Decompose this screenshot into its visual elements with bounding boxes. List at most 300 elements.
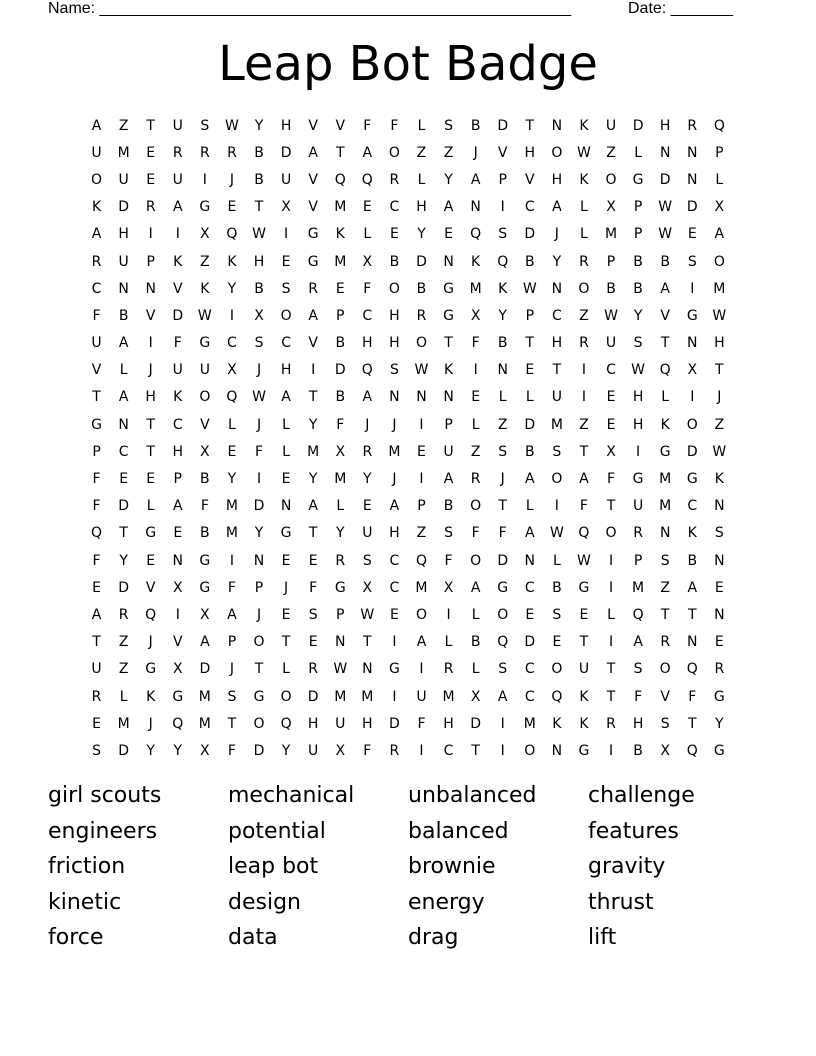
grid-letter: P (417, 498, 426, 515)
grid-letter: F (634, 688, 643, 705)
grid-letter: O (605, 171, 617, 188)
grid-letter: M (225, 498, 238, 515)
grid-letter: C (118, 443, 129, 460)
grid-letter: S (687, 253, 697, 270)
grid-letter: L (444, 634, 453, 651)
grid-letter: F (363, 742, 372, 759)
grid-letter: O (388, 280, 400, 297)
grid-letter: C (524, 199, 535, 216)
grid-letter: E (146, 552, 156, 569)
grid-letter: U (335, 715, 346, 732)
grid-letter: X (714, 199, 725, 216)
grid-letter: G (253, 688, 265, 705)
grid-letter: Y (227, 471, 237, 488)
grid-letter: P (336, 307, 345, 324)
grid-letter: H (659, 117, 671, 134)
grid-letter: N (714, 552, 725, 569)
grid-letter: B (254, 280, 264, 297)
grid-letter: T (444, 335, 453, 352)
grid-letter: E (389, 226, 399, 243)
grid-letter: A (227, 606, 237, 623)
grid-letter: Q (280, 715, 292, 732)
grid-letter: S (281, 280, 291, 297)
grid-letter: V (308, 335, 318, 352)
grid-letter: F (606, 471, 616, 488)
grid-letter: F (390, 117, 399, 134)
grid-letter: O (551, 661, 563, 678)
grid-letter: Q (470, 226, 482, 243)
grid-letter: Z (118, 661, 129, 678)
grid-letter: Y (498, 307, 507, 324)
grid-letter: O (280, 307, 292, 324)
grid-row (83, 275, 733, 302)
grid-letter: L (525, 498, 534, 515)
grid-letter: B (524, 443, 535, 460)
grid-letter: A (416, 634, 427, 651)
grid-letter: O (199, 389, 211, 406)
grid-letter: Q (334, 171, 346, 188)
word-list-item: features (588, 818, 679, 844)
grid-letter: N (687, 144, 698, 161)
grid-letter: L (119, 688, 128, 705)
grid-letter: S (254, 335, 264, 352)
grid-letter: I (284, 226, 289, 243)
grid-letter: D (253, 498, 265, 515)
grid-letter: E (308, 634, 318, 651)
grid-letter: A (172, 498, 183, 515)
grid-letter: E (525, 362, 535, 379)
grid-letter: K (335, 226, 345, 243)
grid-letter: H (551, 171, 563, 188)
grid-letter: D (686, 199, 698, 216)
grid-letter: X (606, 443, 616, 460)
grid-letter: F (417, 715, 426, 732)
grid-letter: T (525, 335, 535, 352)
grid-letter: R (714, 661, 725, 678)
grid-letter: S (498, 661, 508, 678)
grid-letter: V (525, 171, 535, 188)
grid-letter: M (361, 688, 374, 705)
grid-letter: F (309, 579, 318, 596)
grid-letter: L (417, 171, 426, 188)
grid-letter: T (687, 715, 697, 732)
grid-row (83, 710, 733, 737)
grid-letter: G (713, 742, 725, 759)
grid-letter: C (281, 335, 291, 352)
grid-letter: F (254, 443, 264, 460)
word-list-item: drag (408, 925, 459, 950)
grid-letter: Q (226, 226, 238, 243)
grid-letter: M (334, 199, 347, 216)
grid-letter: T (660, 335, 670, 352)
grid-letter: W (631, 362, 646, 379)
grid-letter: L (282, 443, 290, 460)
grid-letter: N (172, 552, 184, 569)
grid-letter: G (199, 335, 211, 352)
grid-letter: J (392, 471, 397, 488)
grid-letter: C (389, 579, 400, 596)
grid-letter: M (550, 416, 563, 433)
grid-letter: M (117, 144, 130, 161)
grid-letter: P (633, 199, 643, 216)
grid-letter: P (525, 307, 535, 324)
grid-letter: K (579, 688, 589, 705)
grid-letter: B (416, 280, 427, 297)
word-list-item: energy (408, 889, 485, 915)
grid-letter: U (605, 335, 617, 352)
grid-letter: Q (145, 606, 157, 623)
grid-letter: I (608, 552, 614, 569)
grid-letter: O (713, 253, 725, 270)
grid-letter: I (690, 389, 695, 406)
grid-letter: K (660, 416, 670, 433)
grid-letter: I (473, 362, 478, 379)
grid-row (83, 737, 733, 764)
grid-letter: U (91, 144, 102, 161)
grid-letter: F (92, 307, 101, 324)
grid-row (83, 601, 733, 628)
grid-letter: Y (146, 742, 155, 759)
grid-letter: W (522, 280, 537, 297)
grid-letter: L (471, 661, 480, 678)
grid-letter: N (551, 280, 563, 297)
grid-letter: J (256, 416, 262, 433)
grid-letter: I (419, 742, 424, 759)
grid-letter: U (118, 171, 129, 188)
grid-letter: R (118, 606, 129, 623)
grid-letter: D (389, 715, 400, 732)
grid-letter: C (362, 307, 373, 324)
name-field: Name: _____________________________________________________ (48, 0, 572, 17)
grid-letter: X (362, 579, 373, 596)
grid-letter: X (200, 742, 210, 759)
grid-letter: E (281, 606, 291, 623)
grid-letter: W (252, 226, 266, 243)
grid-letter: J (392, 416, 397, 433)
grid-letter: Z (118, 634, 129, 651)
grid-letter: Y (552, 253, 562, 270)
grid-letter: G (632, 471, 644, 488)
grid-letter: I (256, 471, 262, 488)
grid-letter: D (686, 443, 698, 460)
grid-letter: M (659, 498, 672, 515)
grid-letter: F (363, 280, 372, 297)
grid-letter: X (687, 362, 698, 379)
grid-letter: Q (226, 389, 238, 406)
grid-letter: O (253, 715, 265, 732)
grid-letter: E (525, 606, 535, 623)
grid-letter: B (633, 253, 643, 270)
grid-letter: W (225, 117, 239, 134)
grid-letter: N (497, 362, 508, 379)
grid-letter: O (659, 661, 671, 678)
grid-letter: T (119, 525, 128, 542)
grid-letter: O (253, 634, 265, 651)
grid-letter: R (579, 335, 589, 352)
grid-letter: G (578, 742, 590, 759)
grid-row (83, 574, 733, 601)
grid-letter: X (443, 579, 454, 596)
grid-row (83, 465, 733, 492)
grid-letter: O (415, 335, 427, 352)
grid-letter: F (363, 117, 372, 134)
grid-letter: R (687, 117, 698, 134)
grid-letter: V (308, 199, 318, 216)
grid-letter: V (660, 307, 670, 324)
grid-letter: M (523, 715, 536, 732)
grid-letter: N (470, 199, 481, 216)
grid-letter: G (280, 525, 292, 542)
grid-letter: T (92, 634, 101, 651)
grid-letter: F (471, 335, 480, 352)
grid-letter: U (91, 661, 102, 678)
grid-letter: V (91, 362, 102, 379)
grid-letter: E (606, 416, 616, 433)
grid-letter: N (714, 498, 725, 515)
grid-letter: U (91, 335, 102, 352)
grid-letter: H (280, 362, 292, 379)
grid-letter: B (497, 335, 508, 352)
grid-letter: K (173, 253, 183, 270)
grid-letter: G (145, 661, 157, 678)
grid-letter: X (470, 688, 481, 705)
grid-letter: E (146, 471, 156, 488)
grid-letter: Y (417, 226, 426, 243)
grid-letter: T (606, 688, 616, 705)
grid-letter: D (416, 253, 427, 270)
grid-row (83, 411, 733, 438)
grid-letter: C (524, 688, 535, 705)
grid-letter: X (470, 307, 481, 324)
grid-letter: X (660, 742, 670, 759)
grid-letter: L (363, 226, 372, 243)
grid-letter: D (118, 498, 129, 515)
grid-letter: K (579, 117, 589, 134)
grid-letter: M (713, 280, 726, 297)
grid-letter: G (578, 579, 590, 596)
grid-letter: M (198, 688, 211, 705)
grid-letter: U (551, 389, 562, 406)
grid-letter: G (172, 688, 184, 705)
grid-letter: H (524, 144, 536, 161)
grid-letter: A (714, 226, 725, 243)
word-list-item: kinetic (48, 889, 122, 915)
grid-letter: G (686, 307, 698, 324)
grid-letter: H (362, 335, 373, 352)
grid-row (83, 547, 733, 574)
grid-letter: H (714, 335, 725, 352)
grid-letter: T (308, 389, 318, 406)
grid-letter: Y (335, 525, 345, 542)
word-list-item: lift (588, 925, 617, 950)
grid-letter: S (633, 335, 643, 352)
grid-letter: A (91, 606, 102, 623)
word-list-item: girl scouts (48, 783, 162, 808)
grid-letter: A (389, 498, 400, 515)
word-list-item: force (48, 925, 104, 950)
grid-letter: Q (361, 171, 373, 188)
grid-letter: F (471, 525, 480, 542)
grid-letter: V (145, 579, 156, 596)
grid-letter: U (605, 117, 617, 134)
grid-letter: W (658, 199, 673, 216)
grid-letter: H (443, 715, 454, 732)
grid-letter: L (634, 144, 642, 161)
grid-row (83, 357, 733, 384)
grid-letter: I (500, 715, 505, 732)
grid-row (83, 112, 733, 139)
grid-letter: A (443, 199, 454, 216)
grid-letter: H (632, 416, 644, 433)
grid-letter: S (660, 715, 670, 732)
grid-letter: W (604, 307, 618, 324)
grid-letter: B (335, 389, 346, 406)
grid-letter: N (551, 742, 563, 759)
grid-letter: D (524, 226, 536, 243)
grid-letter: A (172, 199, 183, 216)
grid-row (83, 493, 733, 520)
grid-letter: X (254, 307, 264, 324)
grid-letter: M (334, 688, 347, 705)
grid-letter: U (199, 362, 210, 379)
grid-letter: W (712, 307, 727, 324)
grid-letter: J (148, 715, 153, 732)
grid-letter: G (199, 552, 211, 569)
grid-letter: Z (714, 416, 725, 433)
grid-letter: H (389, 525, 400, 542)
grid-letter: Y (254, 117, 264, 134)
grid-letter: T (552, 362, 562, 379)
grid-letter: D (280, 144, 292, 161)
grid-letter: L (228, 416, 236, 433)
grid-letter: Y (633, 307, 643, 324)
grid-letter: L (282, 661, 290, 678)
grid-letter: R (335, 552, 346, 569)
grid-letter: F (92, 498, 101, 515)
grid-letter: U (443, 443, 454, 460)
grid-letter: N (362, 661, 373, 678)
grid-letter: G (497, 579, 509, 596)
grid-letter: Y (363, 471, 372, 488)
grid-letter: B (443, 498, 454, 515)
grid-letter: T (254, 199, 264, 216)
grid-letter: J (229, 661, 234, 678)
grid-letter: N (714, 606, 725, 623)
grid-letter: C (551, 307, 562, 324)
grid-letter: R (416, 307, 427, 324)
grid-letter: W (577, 144, 591, 161)
grid-letter: G (307, 226, 319, 243)
grid-letter: A (470, 171, 481, 188)
grid-letter: C (443, 742, 454, 759)
grid-letter: I (175, 226, 180, 243)
grid-letter: W (252, 389, 266, 406)
grid-letter: W (712, 443, 727, 460)
grid-letter: T (92, 389, 101, 406)
grid-letter: X (200, 606, 210, 623)
grid-letter: E (362, 199, 372, 216)
grid-letter: N (687, 335, 698, 352)
grid-letter: S (498, 443, 508, 460)
grid-letter: X (227, 362, 237, 379)
grid-letter: G (307, 253, 319, 270)
grid-letter: I (229, 552, 234, 569)
grid-letter: D (118, 579, 129, 596)
grid-letter: Y (119, 552, 128, 569)
grid-letter: F (173, 335, 182, 352)
grid-letter: X (172, 579, 183, 596)
grid-letter: U (172, 362, 183, 379)
grid-letter: O (497, 606, 509, 623)
grid-letter: H (632, 389, 644, 406)
grid-row (83, 656, 733, 683)
grid-letter: G (632, 171, 644, 188)
grid-letter: P (336, 606, 345, 623)
grid-letter: V (497, 144, 508, 161)
grid-letter: H (145, 389, 156, 406)
grid-letter: V (145, 307, 156, 324)
grid-letter: C (389, 199, 400, 216)
grid-letter: Z (470, 443, 481, 460)
grid-letter: T (308, 525, 318, 542)
grid-letter: F (688, 688, 697, 705)
grid-letter: M (632, 579, 645, 596)
grid-letter: E (714, 579, 724, 596)
grid-letter: K (146, 688, 156, 705)
grid-letter: S (552, 443, 562, 460)
grid-letter: S (714, 525, 724, 542)
grid-letter: P (444, 416, 453, 433)
grid-letter: M (334, 471, 347, 488)
grid-letter: M (334, 253, 347, 270)
grid-letter: E (146, 171, 156, 188)
grid-letter: G (91, 416, 102, 433)
grid-letter: K (579, 715, 589, 732)
grid-letter: A (308, 498, 318, 515)
grid-letter: V (172, 634, 183, 651)
grid-letter: Z (416, 525, 427, 542)
grid-letter: P (173, 471, 182, 488)
grid-letter: V (308, 171, 318, 188)
grid-letter: J (284, 579, 289, 596)
word-list (48, 780, 768, 958)
grid-letter: J (554, 226, 559, 243)
grid-letter: E (92, 715, 101, 732)
grid-letter: T (227, 715, 237, 732)
grid-letter: D (524, 634, 536, 651)
grid-letter: E (335, 280, 345, 297)
grid-letter: W (360, 606, 375, 623)
grid-letter: U (308, 742, 319, 759)
grid-letter: A (200, 634, 210, 651)
word-list-item: leap bot (228, 854, 319, 879)
grid-letter: H (307, 715, 319, 732)
grid-letter: Q (632, 606, 644, 623)
grid-letter: C (227, 335, 237, 352)
grid-letter: B (687, 552, 698, 569)
grid-letter: P (715, 144, 724, 161)
grid-letter: S (498, 226, 508, 243)
grid-letter: J (473, 144, 478, 161)
grid-letter: N (443, 389, 454, 406)
grid-letter: U (362, 525, 373, 542)
grid-letter: M (225, 525, 238, 542)
grid-letter: Q (361, 362, 373, 379)
grid-letter: M (442, 688, 455, 705)
grid-letter: R (389, 171, 400, 188)
grid-row (83, 683, 733, 710)
grid-letter: I (446, 606, 451, 623)
